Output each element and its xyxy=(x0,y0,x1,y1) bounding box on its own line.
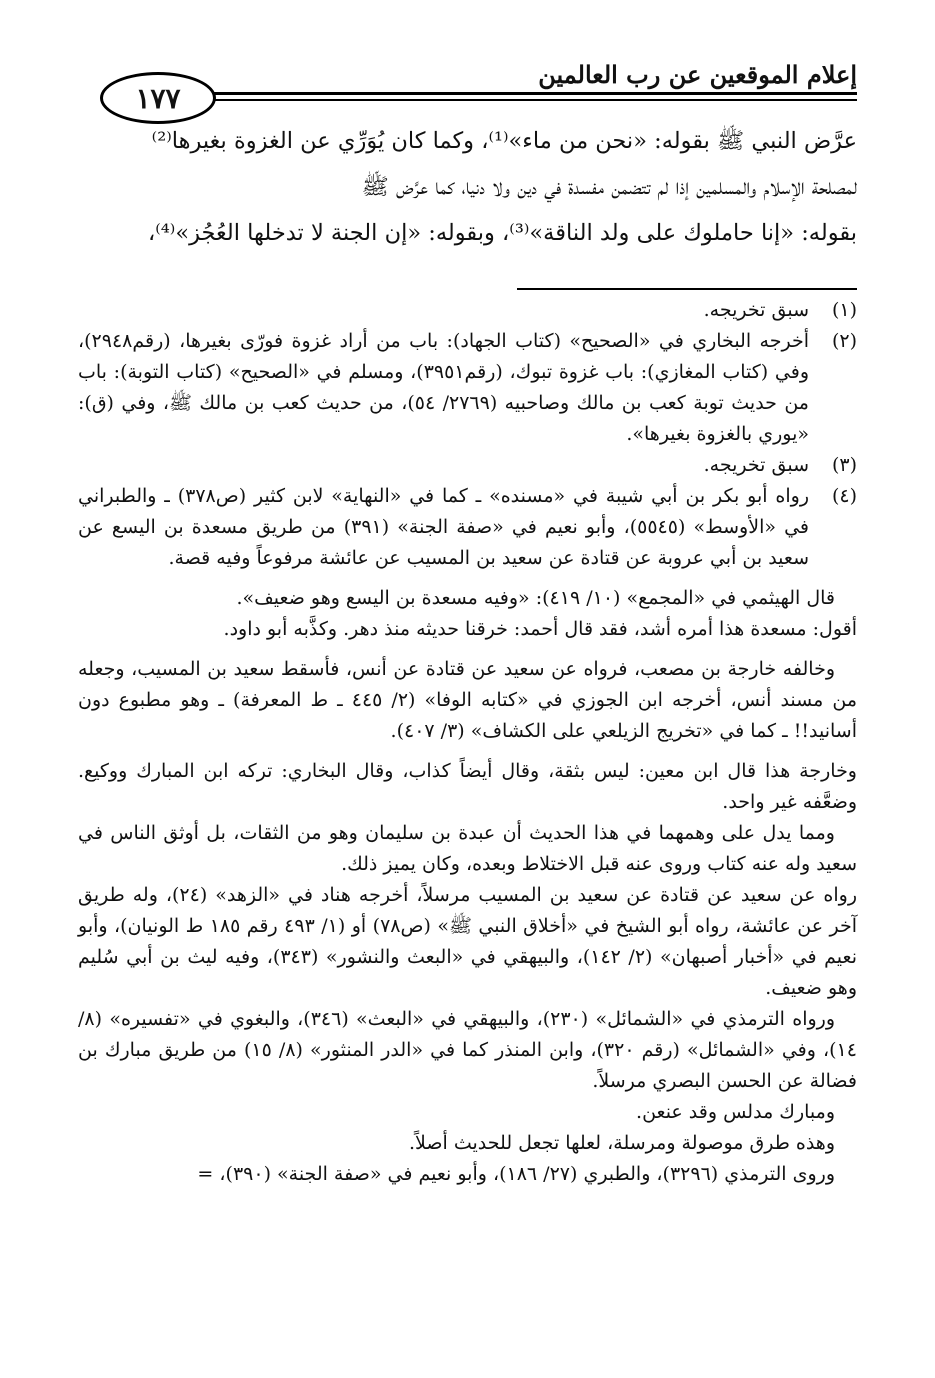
footnote-text: سبق تخريجه. xyxy=(703,454,809,476)
main-text xyxy=(78,118,857,256)
page-number: ١٧٧ xyxy=(100,72,216,124)
footnote-paragraph: وروى الترمذي (٣٢٩٦)، والطبري (٢٧/ ١٨٦)، وأبو نعيم في «صفة الجنة» (٣٩٠)، = xyxy=(197,1163,835,1185)
running-header xyxy=(75,52,857,115)
footnote-marker: (٢) xyxy=(831,330,857,352)
main-text-line: لمصلحة الإسلام والمسلمين إذا لم تتضمن مفسدة في دين ولا دنيا، كما عرَّض ﷺ xyxy=(361,174,857,200)
footnote-marker: (٣) xyxy=(831,454,857,476)
footnotes xyxy=(78,295,857,1190)
footnote-text: أخرجه البخاري في «الصحيح» (كتاب الجهاد): باب من أراد غزوة فورّى بغيرها، (رقم٢٩٤٨)، وفي (كتاب المغازي): باب غزوة تبوك، (رقم٣٩٥١)، ومسلم في «الصحيح» (كتاب التوبة): باب من حديث توبة كعب بن مالك وصاحبيه (٢٧٦٩/ ٥٤)، من حديث كعب بن مالك ﷺ، وفي (ق): «يوري بالغزوة بغيرها». xyxy=(78,330,809,445)
footnote-paragraph: ومبارك مدلس وقد عنعن. xyxy=(636,1101,835,1123)
footnote-paragraph: وهذه طرق موصولة ومرسلة، لعلها تجعل للحديث أصلاً. xyxy=(409,1132,835,1154)
footnote-3 xyxy=(78,450,857,481)
footnote-4 xyxy=(78,481,857,574)
footnote-paragraph: وخالفه خارجة بن مصعب، فرواه عن سعيد عن قتادة عن أنس، فأسقط سعيد بن المسيب، وجعله من مسند أنس، أخرجه ابن الجوزي في «كتابه الوفا» (٢/ ٤٤٥ ـ ط المعرفة) ـ وهو مطبوع دون أسانيد!! ـ كما في «تخريج الزيلعي على الكشاف» (٣/ ٤٠٧). xyxy=(78,658,857,742)
footnote-1 xyxy=(78,295,857,326)
footnote-marker: (١) xyxy=(831,299,857,321)
running-header-title: إعلام الموقعين عن رب العالمين xyxy=(538,60,857,89)
footnote-paragraph: ورواه الترمذي في «الشمائل» (٢٣٠)، والبيهقي في «البعث» (٣٤٦)، والبغوي في «تفسيره» (٨/ ١٤)، وفي «الشمائل» (رقم ٣٢٠)، وابن المنذر كما في «الدر المنثور» (٨/ ١٥) من طريق مبارك بن فضالة عن الحسن البصري مرسلاً. xyxy=(78,1008,857,1092)
header-rule-thick xyxy=(185,92,857,95)
footnote-paragraph: قال الهيثمي في «المجمع» (١٠/ ٤١٩): «وفيه مسعدة بن اليسع وهو ضعيف». xyxy=(236,587,835,609)
footnote-paragraph: وخارجة هذا قال ابن معين: ليس بثقة، وقال أيضاً كذاب، وقال البخاري: تركه ابن المبارك ووكيع. وضعَّفه غير واحد. xyxy=(78,760,857,813)
footnote-text: سبق تخريجه. xyxy=(703,299,809,321)
header-rule-thin xyxy=(185,99,857,101)
footnote-paragraph: أقول: مسعدة هذا أمره أشد، فقد قال أحمد: خرقنا حديثه منذ دهر. وكذَّبه أبو داود. xyxy=(223,618,857,640)
footnote-separator xyxy=(517,288,857,290)
footnote-marker: (٤) xyxy=(831,485,857,507)
main-text-line: بقوله: «إنا حاملوك على ولد الناقة»⁽³⁾، وبقوله: «إن الجنة لا تدخلها العُجُز»⁽⁴⁾، xyxy=(147,220,857,246)
footnote-paragraph: رواه عن سعيد عن قتادة عن سعيد بن المسيب مرسلاً، أخرجه هناد في «الزهد» (٢٤)، وله طريق آخر عن عائشة، رواه أبو الشيخ في «أخلاق النبي ﷺ» (ص٧٨) أو (١/ ٤٩٣ رقم ١٨٥ ط الونيان)، وأبو نعيم في «أخبار أصبهان» (٢/ ١٤٢)، والبيهقي في «البعث والنشور» (٣٤٣)، وفيه ليث بن أبي سُليم وهو ضعيف. xyxy=(78,884,858,999)
footnote-paragraph: ومما يدل على وهمهما في هذا الحديث أن عبدة بن سليمان وهو من الثقات، بل أوثق الناس في سعيد وله عنه كتاب وروى عنه قبل الاختلاط وبعده، وكان يميز ذلك. xyxy=(78,822,857,875)
main-text-line: عرَّض النبي ﷺ بقوله: «نحن من ماء»⁽¹⁾، وكما كان يُوَرِّي عن الغزوة بغيرها⁽²⁾ xyxy=(151,128,857,154)
footnote-text: رواه أبو بكر بن أبي شيبة في «مسنده» ـ كما في «النهاية» لابن كثير (ص٣٧٨) ـ والطبراني في «الأوسط» (٥٥٤٥)، وأبو نعيم في «صفة الجنة» (٣٩١) من طريق مسعدة بن اليسع عن سعيد بن أبي عروبة عن قتادة عن سعيد بن المسيب عن عائشة مرفوعاً وفيه قصة. xyxy=(78,485,810,569)
footnote-2 xyxy=(78,326,857,450)
